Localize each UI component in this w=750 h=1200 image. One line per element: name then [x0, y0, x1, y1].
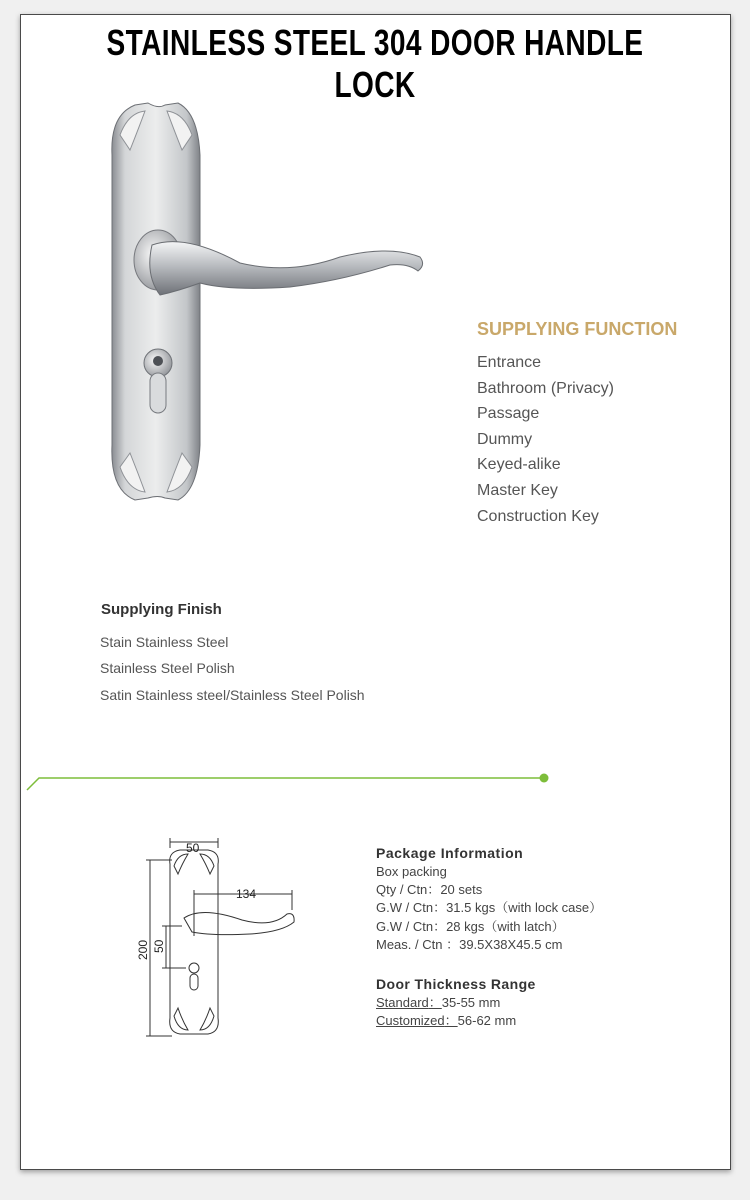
gross-weight-latch: G.W / Ctn：28 kgs（with latch） [376, 918, 565, 934]
list-item: Entrance [477, 354, 542, 371]
supplying-finish-list [100, 633, 365, 712]
height-dimension-label: 200 [136, 939, 150, 960]
package-info-heading: Package Information [376, 845, 524, 861]
customized-thickness: Customized：56-62 mm [376, 1013, 517, 1028]
gross-weight-lock-case: G.W / Ctn：31.5 kgs（with lock case） [376, 900, 603, 916]
list-item: Dummy [477, 430, 533, 448]
list-item: Stain Stainless Steel [100, 634, 229, 650]
list-item: Keyed-alike [477, 456, 561, 474]
door-thickness-heading: Door Thickness Range [376, 976, 536, 992]
supplying-function-list [477, 352, 614, 531]
supplying-function-heading: SUPPLYING FUNCTION [477, 319, 678, 339]
list-item: Satin Stainless steel/Stainless Steel Polish [100, 686, 365, 703]
page-title: STAINLESS STEEL 304 DOOR HANDLE LOCK [106, 22, 644, 105]
green-divider [25, 770, 555, 794]
door-handle-image [90, 95, 435, 510]
door-thickness-list [376, 995, 516, 1031]
list-item: Master Key [477, 481, 558, 499]
center-distance-label: 50 [152, 939, 166, 953]
list-item: Construction Key [477, 507, 599, 525]
list-item: Stainless Steel Polish [100, 660, 235, 677]
supplying-finish-heading: Supplying Finish [101, 601, 222, 618]
handle-length-label: 134 [236, 887, 257, 901]
backplate [112, 103, 200, 500]
list-item: Bathroom (Privacy) [477, 379, 614, 397]
packing-type: Box packing [376, 864, 447, 879]
width-dimension-label: 50 [186, 841, 200, 855]
standard-thickness: Standard：35-55 mm [376, 995, 501, 1010]
carton-measurement: Meas. / Ctn ：39.5X38X45.5 cm [376, 936, 563, 952]
dimension-diagram [132, 836, 332, 1046]
list-item: Passage [477, 405, 540, 423]
qty-per-carton: Qty / Ctn：20 sets [376, 882, 483, 898]
package-info-list [376, 864, 602, 955]
